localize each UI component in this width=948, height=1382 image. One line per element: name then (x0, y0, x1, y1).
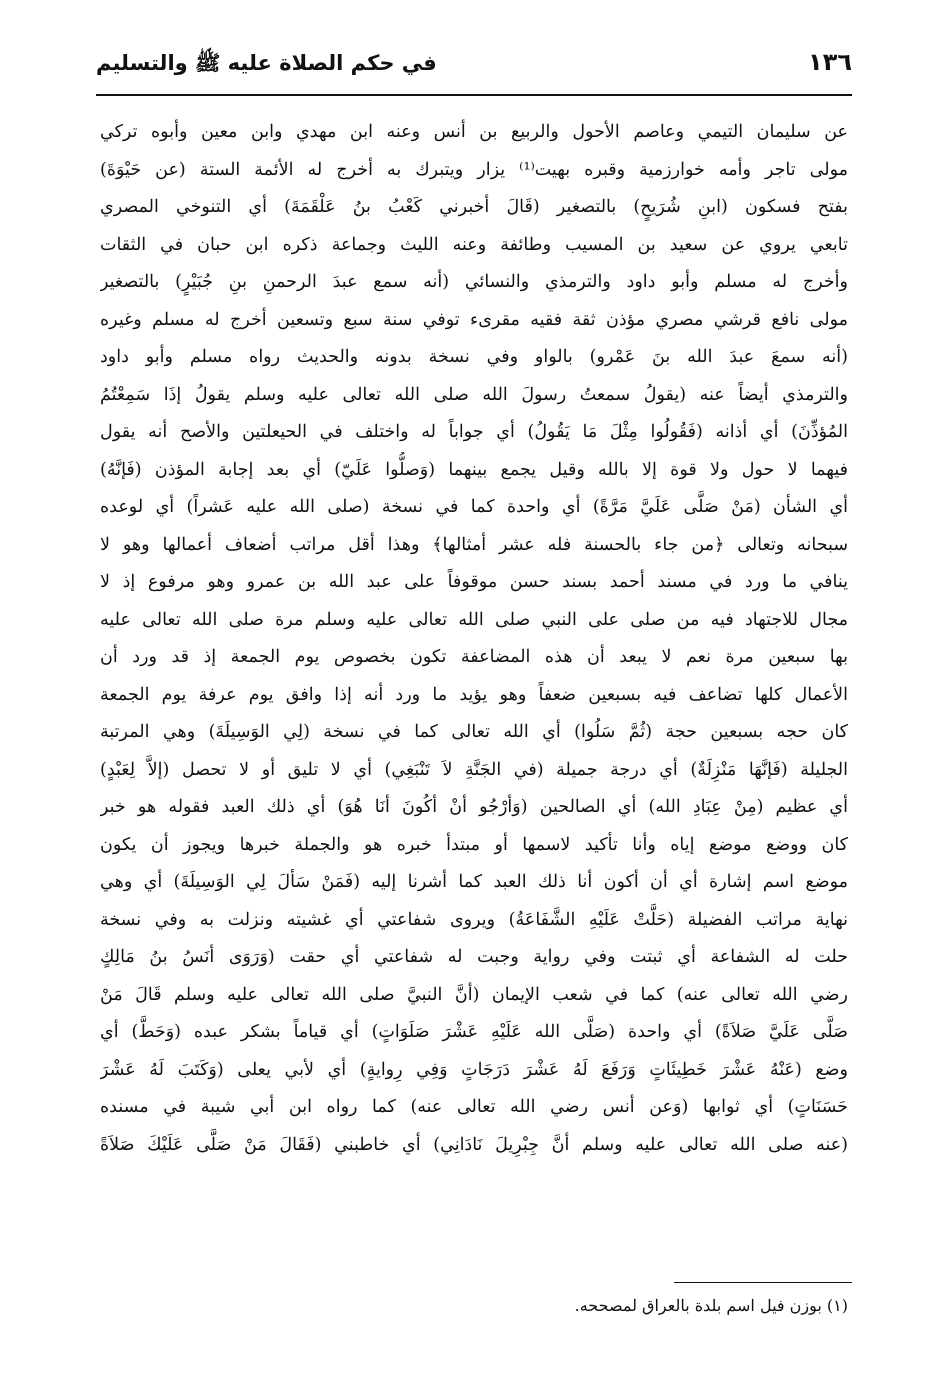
footnote-divider (674, 1282, 852, 1283)
text-line: الأعمال كلها تضاعف فيه بسبعين ضعفاً وهو يؤيد ما ورد أنه إذا وافق يوم عرفة يوم الجمعة (100, 684, 848, 705)
text-line: الجليلة (فَإنَّهَا مَنْزِلَةٌ) أي درجة جميلة (في الجَنَّةِ لاَ تَنْبَغِي) أي لا تليق أو لا تحصل (إلاَّ لِعَبْدٍ) (100, 759, 848, 780)
text-line: مولى تاجر وأمه خوارزمية وقبره بهيت⁽¹⁾ يزار ويتبرك به أخرج له الأئمة الستة (عن حَيْوَةَ) (100, 159, 848, 180)
text-line: وضع (عَنْهُ عَشْرَ خَطِيئَاتٍ وَرَفَعَ لَهُ عَشْرَ دَرَجَاتٍ وَفِي رِوايةٍ) أي لأبي يعلى (وَكَتَبَ لَهُ عَشْرَ (100, 1059, 848, 1080)
text-line: مجال للاجتهاد فيه من صلى على النبي صلى الله تعالى عليه وسلم مرة صلى الله تعالى عليه (100, 609, 848, 630)
text-line: (عنه صلى الله تعالى عليه وسلم أنَّ جِبْرِيلَ نَادَانِي) أي خاطبني (فَقَالَ مَنْ صَلَّى عَلَيْكَ صَلاَةً (100, 1134, 848, 1155)
text-line: حلت له الشفاعة أي ثبتت وفي رواية وجبت له شفاعتي أي حقت (وَرَوَى أنَسُ بنُ مَالِكٍ (100, 947, 848, 967)
body-text (100, 114, 848, 1164)
page-header (96, 42, 852, 92)
text-line: صَلَّى عَلَيَّ صَلاَةً) أي واحدة (صَلَّى الله عَلَيْهِ عَشْرَ صَلَوَاتٍ) أي قياماً بشكر عبده (وَحَطَّ) أي (100, 1022, 848, 1042)
text-line: بفتح فسكون (ابنِ شُرَيحٍ) بالتصغير (قَالَ أخبرني كَعْبُ بنُ عَلْقَمَةَ) أي التنوخي المصري (100, 197, 848, 217)
text-line: رضي الله تعالى عنه) كما في شعب الإيمان (أنَّ النبيَّ صلى الله تعالى عليه وسلم قَالَ مَنْ (100, 984, 848, 1005)
text-line: حَسَنَاتٍ) أي ثوابها (وَعن أنس رضي الله تعالى عنه) كما رواه ابن أبي شيبة في مسنده (100, 1097, 848, 1117)
running-title: في حكم الصلاة عليه ﷺ والتسليم (96, 51, 437, 75)
footnote: (١) بوزن فيل اسم بلدة بالعراق لمصححه. (574, 1296, 848, 1315)
text-line: كان حجه بسبعين حجة (ثُمَّ سَلُوا) أي الله تعالى كما في نسخة (لِي الوَسِيلَةَ) وهي المرتبة (100, 722, 848, 742)
text-line: مولى نافع قرشي مصري مؤذن ثقة فقيه مقرىء توفي سنة سبع وتسعين أخرج له مسلم وغيره (100, 309, 848, 330)
text-line: عن سليمان التيمي وعاصم الأحول والربيع بن أنس وعنه ابن مهدي وابن معين وأبوه تركي (100, 122, 848, 142)
text-line: (أنه سمعَ عبدَ الله بنَ عَمْرو) بالواو وفي نسخة بدونه والحديث رواه مسلم وأبو داود (100, 347, 848, 367)
text-line: سبحانه وتعالى ﴿من جاء بالحسنة فله عشر أمثالها﴾ وهذا أقل مراتب أضعاف أعمالها وهو لا (100, 534, 848, 555)
text-line: نهاية مراتب الفضيلة (حَلَّتْ عَلَيْهِ الشَّفَاعَةُ) ويروى شفاعتي أي غشيته ونزلت به وفي نسخة (100, 909, 848, 930)
text-line: وأخرج له مسلم وأبو داود والترمذي والنسائي (أنه سمع عبدَ الرحمنِ بنِ جُبَيْرٍ) بالتصغير (100, 272, 848, 292)
text-line: تابعي يروي عن سعيد بن المسيب وطائفة وعنه الليث وجماعة ذكره ابن حبان في الثقات (100, 234, 848, 255)
text-line: والترمذي أيضاً عنه (يقولُ سمعتُ رسولَ الله صلى الله تعالى عليه وسلم يقولُ إذَا سَمِعْتُمُ (100, 384, 848, 405)
text-line: أي الشأن (مَنْ صَلَّى عَلَيَّ مَرَّةً) أي واحدة كما في نسخة (صلى الله عليه عَشراً) أي لوعده (100, 497, 848, 517)
page-number: ١٣٦ (808, 48, 852, 76)
text-line: كان ووضع موضع إياه وأنا تأكيد لاسمها أو مبتدأ خبره هو والجملة خبرها ويجوز أن يكون (100, 834, 848, 855)
header-divider (96, 94, 852, 96)
text-line: فيهما لا حول ولا قوة إلا بالله وقيل يجمع بينهما (وَصلُّوا عَلَيّ) أي بعد إجابة المؤذن (فَإنَّهُ) (100, 459, 848, 480)
text-line: أي عظيم (مِنْ عِبَادِ الله) أي الصالحين (وَأرْجُو أنْ أكُونَ أنَا هُوَ) أي ذلك العبد فقوله هو خبر (100, 797, 848, 817)
text-line: ينافي ما ورد في مسند أحمد بسند حسن موقوفاً على عبد الله بن عمرو وهو مرفوع إذ لا (100, 572, 848, 592)
text-line: موضع اسم إشارة أي أن أكون أنا ذلك العبد كما أشرنا إليه (فَمَنْ سَألَ لِي الوَسِيلَةَ) أي وهي (100, 872, 848, 892)
text-line: المُؤذِّنَ) أي أذانه (فَقُولُوا مِثْلَ مَا يَقُولُ) أي جواباً له واختلف في الحيعلتين والأصح أنه يقول (100, 422, 848, 442)
text-line: بها سبعين مرة نعم لا يبعد أن هذه المضاعفة تكون بخصوص يوم الجمعة إذ قد ورد أن (100, 647, 848, 667)
